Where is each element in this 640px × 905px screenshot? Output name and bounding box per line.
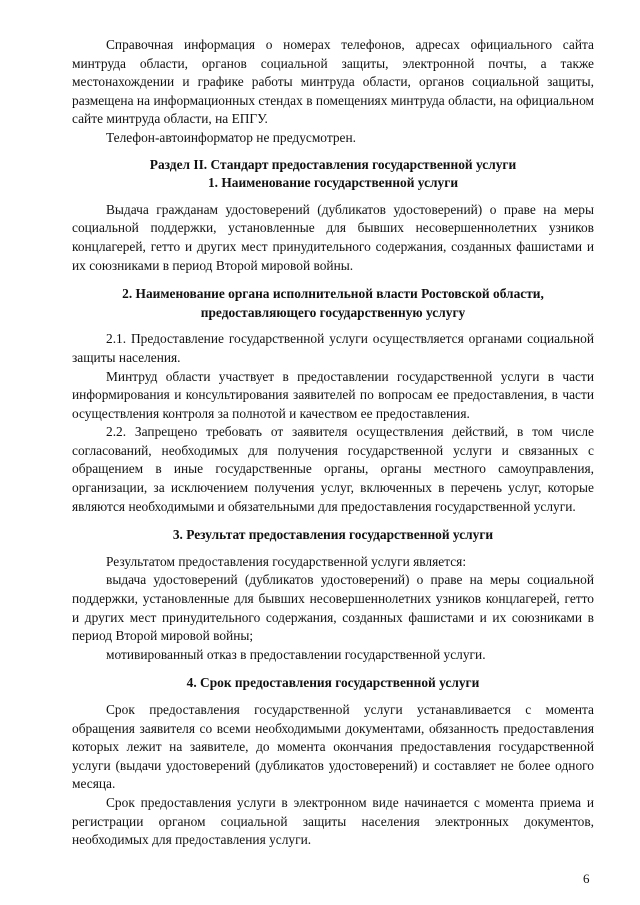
paragraph-ministry-role: Минтруд области участвует в предоставлении государственной услуги в части информирования и консультирования заявителей по вопросам ее предоставления, в части осуществления контроля за полнотой и качеством ее предоставления. xyxy=(72,368,594,421)
document-page xyxy=(72,36,594,850)
subsection-title-3: 3. Результат предоставления государственной услуги xyxy=(172,527,494,543)
intro-paragraph-autoinformer: Телефон-автоинформатор не предусмотрен. xyxy=(106,129,356,145)
term-paragraph-1: Срок предоставления государственной услуги устанавливается с момента обращения заявителя со всеми необходимыми документами, обязанность предоставления которых лежит на заявителе, до момента окончания предоставления государственной услуги (выдачи удостоверений (дубликатов удостоверений) и составляет не более одного месяца. xyxy=(72,702,594,792)
result-intro: Результатом предоставления государственной услуги является: xyxy=(106,553,467,569)
paragraph-2-2: 2.2. Запрещено требовать от заявителя осуществления действий, в том числе согласований, необходимых для получения государственной услуги и связанных с обращением в иные государственные органы, органы местного самоуправления, организации, за исключением получения услуг, включенных в перечень услуг, которые являются необходимыми и обязательными для предоставления государственной услуги. xyxy=(72,424,594,514)
service-name-paragraph: Выдача гражданам удостоверений (дубликатов удостоверений) о праве на меры социальной поддержки, установленные для бывших несовершеннолетних узников концлагерей, гетто и других мест принудительного содержания, созданных фашистами и их союзниками в период Второй мировой войны. xyxy=(72,201,594,273)
result-issuance: выдача удостоверений (дубликатов удостоверений) о праве на меры социальной поддержки, установленные для бывших несовершеннолетних узников концлагерей, гетто и других мест принудительного содержания, созданных фашистами и их союзниками в период Второй мировой войны; xyxy=(72,572,594,644)
subsection-title-4: 4. Срок предоставления государственной услуги xyxy=(186,675,480,691)
page-number: 6 xyxy=(583,871,590,886)
subsection-title-1: 1. Наименование государственной услуги xyxy=(207,175,459,191)
section-title: Раздел II. Стандарт предоставления государственной услуги xyxy=(149,156,517,172)
intro-paragraph-contacts: Справочная информация о номерах телефонов, адресах официального сайта минтруда области, органов социальной защиты, электронной почты, а также местонахождении и графике работы минтруда области, органов социальной защиты, размещена на информационных стендах в помещениях минтруда области, на официальном сайте минтруда области, на ЕПГУ. xyxy=(72,37,594,127)
result-refusal: мотивированный отказ в предоставлении государственной услуги. xyxy=(106,646,486,662)
paragraph-2-1: 2.1. Предоставление государственной услуги осуществляется органами социальной защиты населения. xyxy=(72,331,594,365)
term-paragraph-2: Срок предоставления услуги в электронном виде начинается с момента приема и регистрации органом социальной защиты населения электронных документов, необходимых для предоставления услуги. xyxy=(72,794,594,848)
subsection-title-2-line2: предоставляющего государственную услугу xyxy=(200,304,466,320)
subsection-title-2-line1: 2. Наименование органа исполнительной власти Ростовской области, xyxy=(122,286,544,302)
